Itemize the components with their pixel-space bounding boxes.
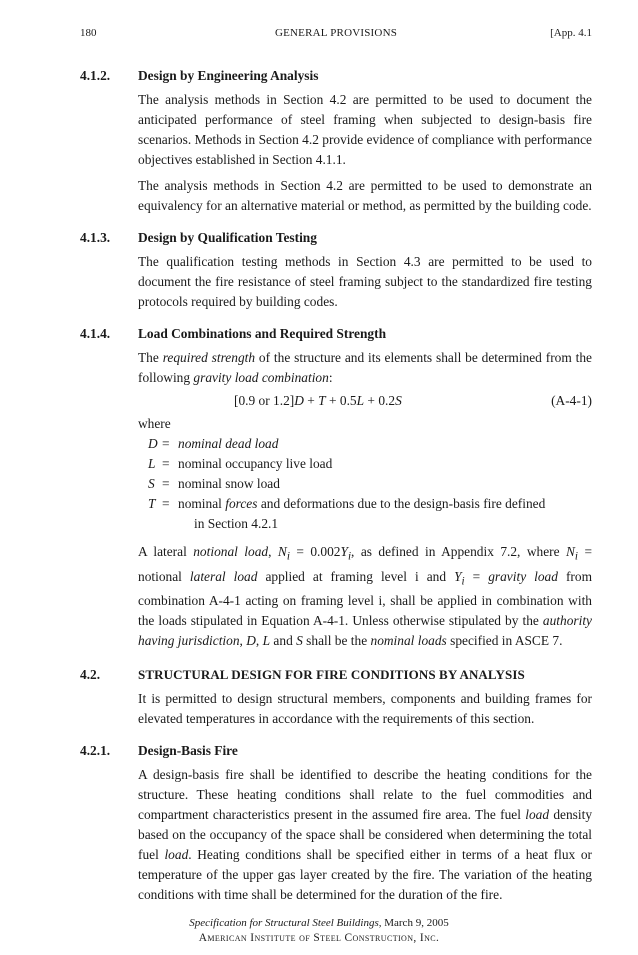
section-title: Design by Engineering Analysis [138,68,319,83]
section-number: 4.2.1. [80,743,111,759]
section-title: Load Combinations and Required Strength [138,326,387,341]
page-body [80,66,592,905]
section-number: 4.2. [80,667,101,683]
defined-term: required strength [162,350,256,365]
section-number: 4.1.3. [80,230,111,245]
footer-spec-line: Specification for Structural Steel Buildings, March 9, 2005 [189,917,449,929]
paragraph: The required strength of the structure and its elements shall be determined from the following gravity load combination: [138,350,592,385]
footer-publisher: American Institute of Steel Construction, Inc. [198,932,440,944]
definition-row: L = nominal occupancy live load [148,456,333,471]
section-title: Design-Basis Fire [138,743,238,759]
section-number: 4.1.2. [80,68,111,83]
symbol-definitions [148,434,592,534]
section-heading-4-2 [80,665,592,685]
appendix-reference: [App. 4.1 [550,27,592,39]
defined-term: gravity load combination [193,370,329,385]
paragraph: The qualification testing methods in Section 4.3 are permitted to be used to document the fire resistance of steel framing subject to the standardized fire testing protocols required by building codes. [138,254,592,309]
definition-row: D = nominal dead load [148,436,279,451]
paragraph: A design-basis fire shall be identified to describe the heating conditions for the structure. These heating conditions shall relate to the fuel commodities and compartment characteristics present in the assumed fire area. The fuel load density based on the occupancy of the space shall be considered when determining the total fuel load. Heating conditions shall be specified either in terms of a heat flux or temperature of the upper gas layer created by the fire. The variation of the heating conditions with time shall be determined for the duration of the fire. [138,767,593,903]
paragraph: It is permitted to design structural members, components and building frames for elevated temperatures in accordance with the requirements of this section. [138,691,592,727]
paragraph: The analysis methods in Section 4.2 are permitted to be used to document the anticipated performance of steel framing when subjected to design-basis fire scenarios. Methods in Section 4.2 provide evidence of compliance with performance objectives established in Section 4.1.1. [138,92,592,167]
definition-continuation: in Section 4.2.1 [194,516,279,531]
section-heading-4-1-2 [80,66,592,86]
page-footer [0,916,638,946]
definition-row: T = nominal forces and deformations due to the design-basis fire defined [148,496,546,511]
where-label: where [138,416,171,431]
equation-a-4-1 [138,390,592,412]
running-head [80,26,592,42]
section-heading-4-1-3 [80,228,592,248]
section-title: Design by Qualification Testing [138,230,317,245]
paragraph: The analysis methods in Section 4.2 are permitted to be used to demonstrate an equivalency for an alternative material or method, as permitted by the building code. [138,178,592,213]
definition-row: S = nominal snow load [148,476,280,491]
running-head-title: GENERAL PROVISIONS [274,27,398,39]
section-heading-4-2-1 [80,741,592,761]
section-number: 4.1.4. [80,326,111,341]
section-heading-4-1-4 [80,324,592,344]
equation-expression: [0.9 or 1.2]D + T + 0.5L + 0.2S [234,393,402,408]
paragraph: A lateral notional load, $N_i = 0.002Y_i$, as defined in Appendix 7.2, where $N_i$ = notional lateral load applied at framing level i and $Y_i$ = gravity load from combination A-4-1 acting on framing level i, shall be applied in combination with the loads stipulated in Equation A-4-1. Unless otherwise stipulated by the authority having jurisdiction, D, L and S shall be the nominal loads specified in ASCE 7. [138,544,592,649]
equation-number: (A-4-1) [551,393,592,408]
section-title: STRUCTURAL DESIGN FOR FIRE CONDITIONS BY ANALYSIS [138,667,525,683]
page-number: 180 [80,27,97,39]
